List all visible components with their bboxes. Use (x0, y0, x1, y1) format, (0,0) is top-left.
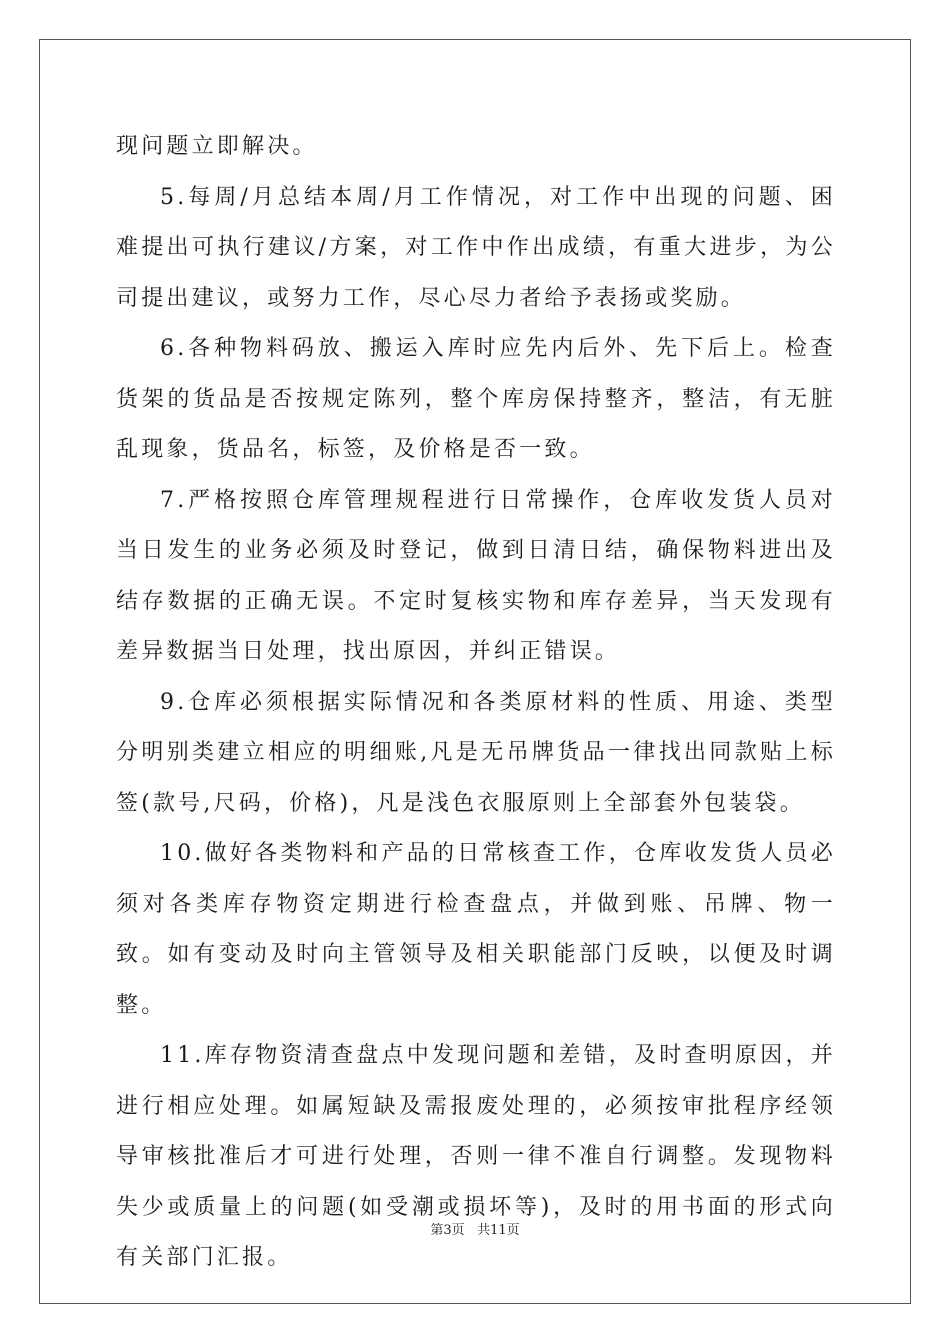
page-total: 共11页 (477, 1223, 520, 1238)
footer-spacer (465, 1223, 477, 1238)
paragraph-item-7: 7.严格按照仓库管理规程进行日常操作，仓库收发货人员对当日发生的业务必须及时登记，做到日清日结，确保物料进出及结存数据的正确无误。不定时复核实物和库存差异，当天发现有差异数据当日处理，找出原因，并纠正错误。 (116, 487, 836, 664)
paragraph-item-10: 10.做好各类物料和产品的日常核查工作，仓库收发货人员必须对各类库存物资定期进行检查盘点，并做到账、吊牌、物一致。如有变动及时向主管领导及相关职能部门反映，以便及时调整。 (116, 841, 836, 1018)
page-footer (0, 1219, 950, 1238)
paragraph-item-6: 6.各种物料码放、搬运入库时应先内后外、先下后上。检查货架的货品是否按规定陈列，整个库房保持整齐，整洁，有无脏乱现象，货品名，标签，及价格是否一致。 (116, 336, 836, 462)
document-body (116, 122, 836, 1284)
paragraph-item-9: 9.仓库必须根据实际情况和各类原材料的性质、用途、类型分明别类建立相应的明细账,凡是无吊牌货品一律找出同款贴上标签(款号,尺码，价格)，凡是浅色衣服原则上全部套外包装袋。 (116, 689, 836, 816)
paragraph-continuation: 现问题立即解决。 (116, 134, 318, 159)
page-number: 第3页 (430, 1223, 465, 1238)
paragraph-item-5: 5.每周/月总结本周/月工作情况，对工作中出现的问题、困难提出可执行建议/方案，对工作中作出成绩，有重大进步，为公司提出建议，或努力工作，尽心尽力者给予表扬或奖励。 (116, 184, 836, 311)
paragraph-item-11: 11.库存物资清查盘点中发现问题和差错，及时查明原因，并进行相应处理。如属短缺及需报废处理的，必须按审批程序经领导审核批准后才可进行处理，否则一律不准自行调整。发现物料失少或质量上的问题(如受潮或损坏等)，及时的用书面的形式向有关部门汇报。 (116, 1043, 836, 1270)
